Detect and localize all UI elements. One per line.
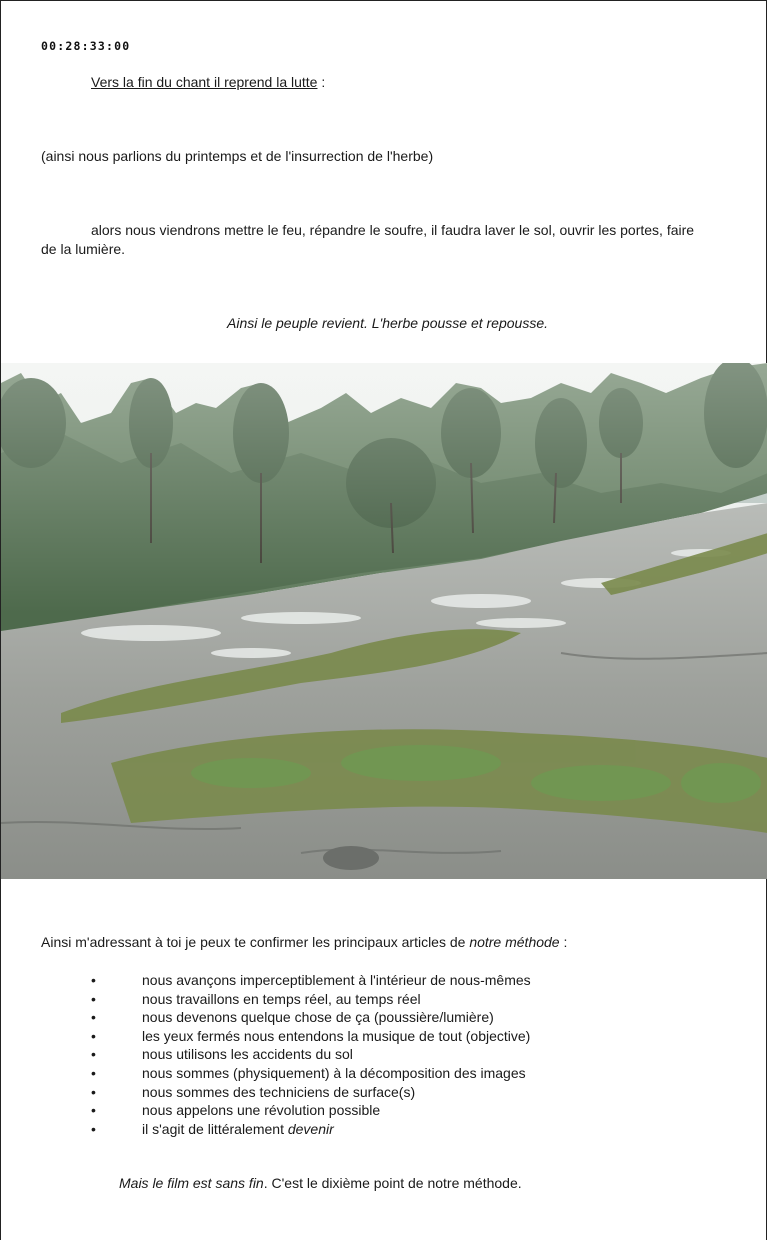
bullet-icon: • bbox=[91, 990, 96, 1007]
list-item: • il s'agit de littéralement devenir bbox=[91, 1120, 334, 1137]
paragraph-methode-intro: Ainsi m'adressant à toi je peux te confirmer les principaux articles de notre méthode : bbox=[41, 934, 568, 950]
landscape-photo bbox=[1, 363, 767, 879]
methode-list bbox=[91, 971, 531, 1138]
list-item: • nous utilisons les accidents du sol bbox=[91, 1046, 353, 1063]
bullet-icon: • bbox=[91, 1083, 96, 1100]
bullet-icon: • bbox=[91, 1009, 96, 1026]
paragraph-printemps: (ainsi nous parlions du printemps et de l'insurrection de l'herbe) bbox=[41, 148, 434, 164]
list-item: • nous sommes (physiquement) à la décomposition des images bbox=[91, 1064, 526, 1081]
emphasis-film-sans-fin: Mais le film est sans fin bbox=[119, 1175, 264, 1191]
bullet-icon: • bbox=[91, 1027, 96, 1044]
list-item: • nous sommes des techniciens de surface(s) bbox=[91, 1083, 416, 1100]
list-item: • les yeux fermés nous entendons la musique de tout (objective) bbox=[91, 1027, 531, 1044]
list-item: • nous avançons imperceptiblement à l'intérieur de nous-mêmes bbox=[91, 972, 531, 988]
bullet-icon: • bbox=[91, 1046, 96, 1063]
paragraph-feu-line2: de la lumière. bbox=[41, 241, 126, 257]
timecode: 00:28:33:00 bbox=[41, 39, 131, 53]
paragraph-closing: Mais le film est sans fin. C'est le dixième point de notre méthode. bbox=[119, 1175, 522, 1191]
paragraph-peuple: Ainsi le peuple revient. L'herbe pousse et repousse. bbox=[227, 315, 548, 331]
bullet-icon: • bbox=[91, 1064, 96, 1081]
bullet-icon: • bbox=[91, 1120, 96, 1137]
underlined-heading: Vers la fin du chant il reprend la lutte bbox=[91, 74, 318, 90]
emphasis-notre-methode: notre méthode bbox=[469, 934, 560, 950]
paragraph-feu-line1: alors nous viendrons mettre le feu, répandre le soufre, il faudra laver le sol, ouvrir les portes, faire bbox=[91, 222, 695, 238]
bullet-icon: • bbox=[91, 1102, 96, 1119]
list-item: • nous appelons une révolution possible bbox=[91, 1102, 381, 1119]
bullet-icon: • bbox=[91, 972, 96, 988]
list-item: • nous travaillons en temps réel, au temps réel bbox=[91, 990, 421, 1007]
paragraph-chant: Vers la fin du chant il reprend la lutte : bbox=[91, 74, 326, 90]
list-item: • nous devenons quelque chose de ça (poussière/lumière) bbox=[91, 1009, 494, 1026]
emphasis-devenir: devenir bbox=[287, 1120, 334, 1137]
